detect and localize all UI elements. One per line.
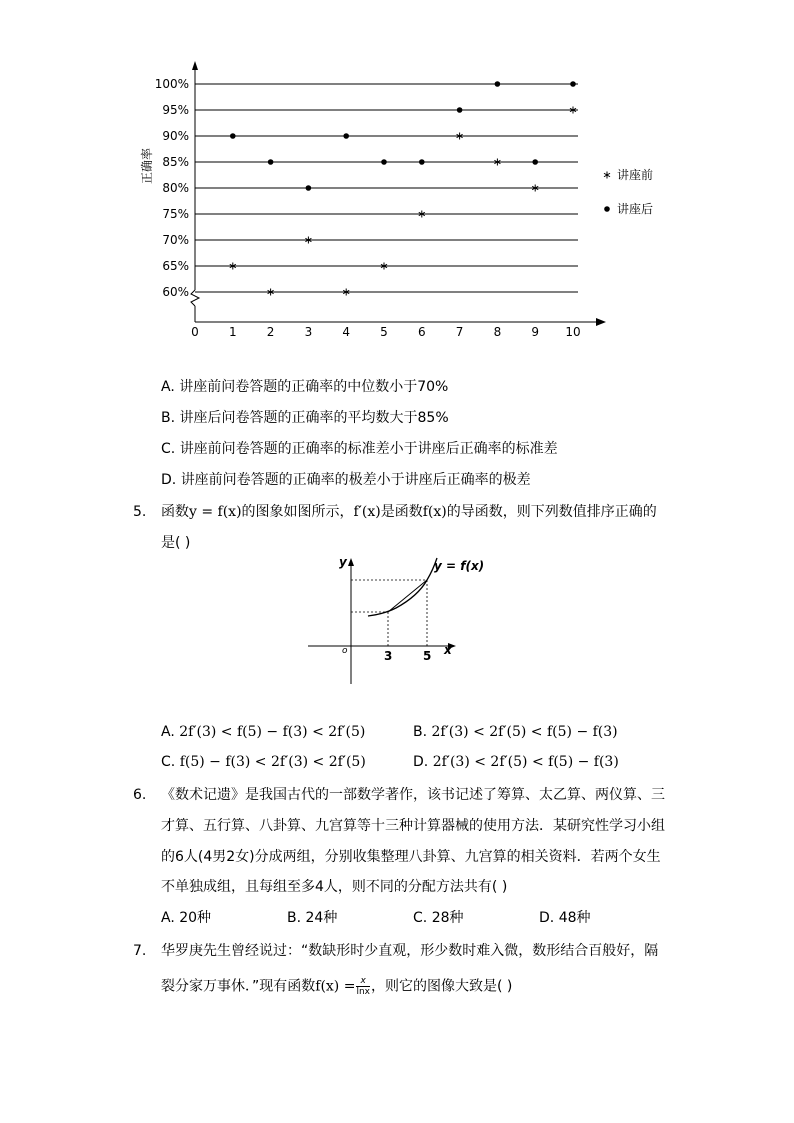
- q6-stem-line4: 不单独成组，且每组至多4人，则不同的分配方法共有( ): [161, 879, 508, 895]
- x-tick-label: 7: [455, 325, 464, 339]
- y-axis-arrow: [348, 558, 354, 566]
- x-axis-label: x: [444, 643, 452, 657]
- after-lecture-point: [230, 133, 236, 139]
- legend-before-label: 讲座前: [617, 168, 654, 182]
- x-tick-label: 0: [191, 325, 199, 339]
- q7-stem-line1: 华罗庚先生曾经说过：“数缺形时少直观，形少数时难入微，数形结合百般好，隔: [161, 943, 659, 959]
- y-axis-title: 正确率: [140, 147, 154, 185]
- q6-option-c: C. 28种: [413, 910, 464, 926]
- accuracy-scatter-chart: [0, 0, 794, 350]
- q6-stem-line2: 才算、五行算、八卦算、九宫算等十三种计算器械的使用方法．某研究性学习小组: [161, 818, 665, 834]
- q5-option-b: B. 2f′(3) < 2f′(5) < f(5) − f(3): [413, 724, 618, 740]
- q4-option-c: C. 讲座前问卷答题的正确率的标准差小于讲座后正确率的标准差: [161, 441, 558, 457]
- q4-option-a: A. 讲座前问卷答题的正确率的中位数小于70%: [161, 379, 449, 395]
- x-tick-label: 10: [565, 325, 581, 339]
- fraction: $\frac{x}{\ln x}$: [356, 976, 370, 997]
- after-lecture-point: [268, 159, 274, 165]
- legend-after-marker: [604, 206, 610, 212]
- y-tick-label: 90%: [162, 129, 189, 143]
- q6-stem-line1: 《数术记遗》是我国古代的一部数学著作，该书记述了筹算、太乙算、两仪算、三: [161, 787, 665, 803]
- x-tick-label: 2: [266, 325, 275, 339]
- y-tick-label: 85%: [162, 155, 189, 169]
- q4-option-d: D. 讲座前问卷答题的正确率的极差小于讲座后正确率的极差: [161, 472, 531, 488]
- y-tick-label: 95%: [162, 103, 189, 117]
- after-lecture-point: [495, 81, 501, 87]
- y-tick-label: 80%: [162, 181, 189, 195]
- y-tick-label: 100%: [154, 77, 189, 91]
- x-tick-label: 8: [493, 325, 502, 339]
- origin-label: o: [342, 646, 348, 656]
- after-lecture-point: [306, 185, 312, 191]
- function-graph: [300, 552, 500, 692]
- function-curve: [368, 558, 437, 616]
- y-tick-label: 65%: [162, 259, 189, 273]
- q6-option-a: A. 20种: [161, 910, 212, 926]
- q6-stem-line3: 的6人(4男2女)分成两组，分别收集整理八卦算、九宫算的相关资料．若两个女生: [161, 849, 661, 865]
- q5-option-d: D. 2f′(3) < 2f′(5) < f(5) − f(3): [413, 754, 619, 770]
- q6-option-d: D. 48种: [539, 910, 591, 926]
- q5-number: 5.: [133, 504, 147, 520]
- y-tick-label: 75%: [162, 207, 189, 221]
- tick-5-label: 5: [423, 649, 432, 663]
- after-lecture-point: [419, 159, 425, 165]
- q7-number: 7.: [133, 943, 147, 959]
- x-tick-label: 4: [342, 325, 351, 339]
- after-lecture-point: [532, 159, 538, 165]
- x-tick-label: 6: [417, 325, 426, 339]
- after-lecture-point: [343, 133, 349, 139]
- x-tick-label: 5: [380, 325, 388, 339]
- before-lecture-point: [604, 172, 610, 179]
- y-tick-label: 60%: [162, 285, 189, 299]
- q7-stem-line2: 裂分家万事休．”现有函数f(x) = $\frac{x}{\ln x}$ ，则它的图像大致是( ): [161, 976, 513, 997]
- y-axis-arrow: [192, 61, 198, 70]
- legend-after-label: 讲座后: [617, 202, 654, 216]
- q5-stem-line1: 函数y = f(x)的图象如图所示，f′(x)是函数f(x)的导函数，则下列数值排序正确的: [161, 504, 657, 520]
- x-tick-label: 9: [531, 325, 540, 339]
- after-lecture-point: [457, 107, 463, 113]
- q5-stem-line2: 是( ): [161, 535, 191, 551]
- q5-option-c: C. f(5) − f(3) < 2f′(3) < 2f′(5): [161, 754, 366, 770]
- x-tick-label: 1: [228, 325, 237, 339]
- q6-option-b: B. 24种: [287, 910, 338, 926]
- x-tick-label: 3: [304, 325, 313, 339]
- curve-label: y = f(x): [434, 559, 485, 573]
- tick-3-label: 3: [384, 649, 393, 663]
- y-axis-label: y: [339, 555, 347, 569]
- after-lecture-point: [570, 81, 576, 87]
- q6-number: 6.: [133, 787, 147, 803]
- after-lecture-point: [381, 159, 387, 165]
- q5-option-a: A. 2f′(3) < f(5) − f(3) < 2f′(5): [161, 724, 366, 740]
- y-tick-label: 70%: [162, 233, 189, 247]
- q4-option-b: B. 讲座后问卷答题的正确率的平均数大于85%: [161, 410, 449, 426]
- x-axis-arrow: [596, 318, 606, 326]
- secant-line: [388, 580, 427, 612]
